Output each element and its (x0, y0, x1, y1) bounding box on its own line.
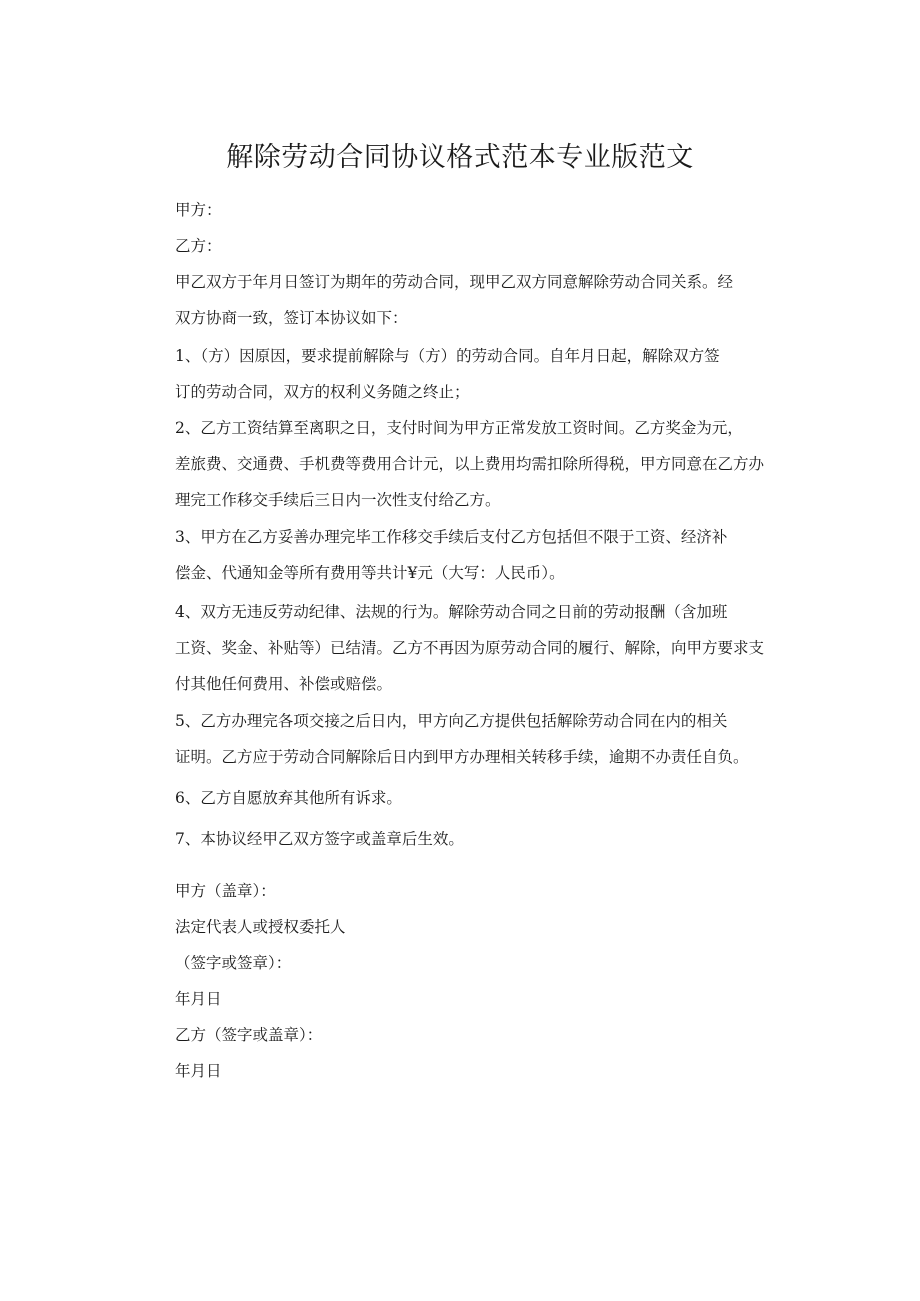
clause-line: 3、甲方在乙方妥善办理完毕工作移交手续后支付乙方包括但不限于工资、经济补 (175, 528, 728, 546)
clause-line: 7、本协议经甲乙双方签字或盖章后生效。 (175, 830, 464, 848)
clause-line: 付其他任何费用、补偿或赔偿。 (175, 675, 393, 693)
clause-5 (138, 703, 784, 775)
sign-or-seal-label: （签字或签章）： (175, 954, 292, 972)
intro-paragraph (138, 264, 784, 336)
date-b-label: 年月日 (175, 1062, 222, 1080)
clause-line: 1、（方）因原因，要求提前解除与（方）的劳动合同。自年月日起，解除双方签 (175, 347, 720, 365)
intro-line: 双方协商一致，签订本协议如下： (175, 309, 408, 327)
clause-1 (138, 338, 784, 410)
clause-line: 偿金、代通知金等所有费用等共计¥元（大写：人民币）。 (175, 564, 565, 582)
clause-line: 5、乙方办理完各项交接之后日内，甲方向乙方提供包括解除劳动合同在内的相关 (175, 712, 728, 730)
clause-6 (138, 780, 784, 816)
party-b-sign-label: 乙方（签字或盖章）： (175, 1026, 323, 1044)
clause-3 (138, 519, 784, 591)
clause-line: 订的劳动合同，双方的权利义务随之终止； (175, 383, 470, 401)
party-a-label: 甲方： (175, 201, 222, 219)
clause-line: 理完工作移交手续后三日内一次性支付给乙方。 (175, 491, 501, 509)
clause-4 (138, 594, 784, 702)
party-a-seal-label: 甲方（盖章）： (175, 882, 276, 900)
clause-line: 4、双方无违反劳动纪律、法规的行为。解除劳动合同之日前的劳动报酬（含加班 (175, 603, 728, 621)
clause-line: 差旅费、交通费、手机费等费用合计元，以上费用均需扣除所得税，甲方同意在乙方办 (175, 455, 765, 473)
clause-line: 工资、奖金、补贴等）已结清。乙方不再因为原劳动合同的履行、解除，向甲方要求支 (175, 639, 765, 657)
date-a-label: 年月日 (175, 990, 222, 1008)
party-b-label: 乙方： (175, 237, 222, 255)
document-title: 解除劳动合同协议格式范本专业版范文 (226, 142, 694, 173)
representative-label: 法定代表人或授权委托人 (175, 918, 346, 936)
clause-line: 6、乙方自愿放弃其他所有诉求。 (175, 789, 402, 807)
clause-line: 证明。乙方应于劳动合同解除后日内到甲方办理相关转移手续，逾期不办责任自负。 (175, 748, 749, 766)
clause-2 (138, 410, 784, 518)
intro-line: 甲乙双方于年月日签订为期年的劳动合同，现甲乙双方同意解除劳动合同关系。经 (175, 273, 734, 291)
clause-7 (138, 821, 784, 857)
clause-line: 2、乙方工资结算至离职之日，支付时间为甲方正常发放工资时间。乙方奖金为元， (175, 419, 743, 437)
